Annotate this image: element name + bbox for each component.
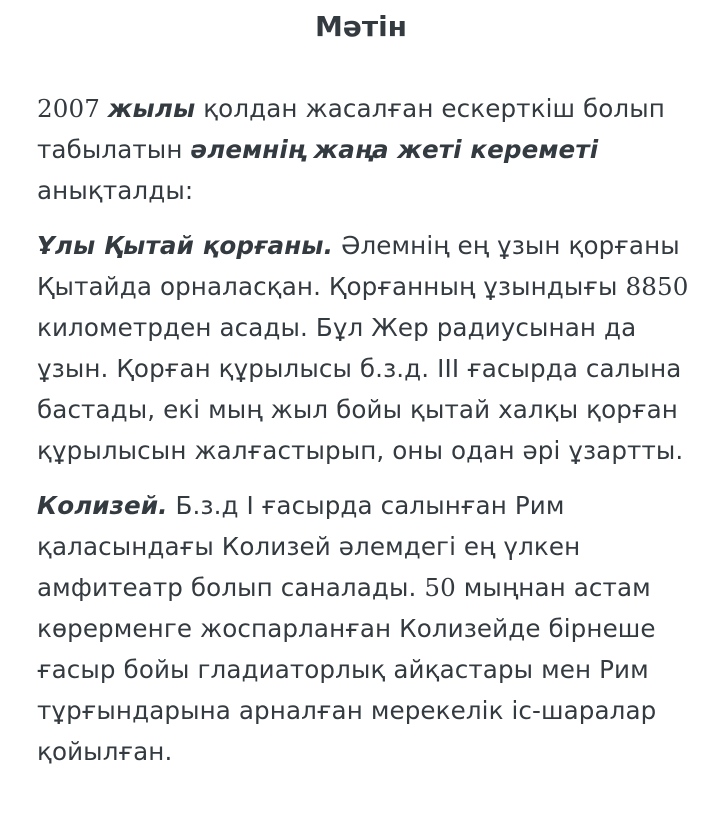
intro-paragraph <box>37 88 690 211</box>
space <box>100 94 108 123</box>
great-wall-heading: Ұлы Қытай қорғаны. <box>37 231 334 260</box>
page-title: Мәтін <box>314 10 408 43</box>
emphasis-seven-wonders: әлемнің жаңа жеті кереметі <box>190 135 599 164</box>
intro-text-1: қолдан жасалған ескерткіш болып табылатын <box>37 94 665 164</box>
great-wall-paragraph <box>37 225 690 471</box>
colosseum-capacity-number: 50 <box>424 573 456 602</box>
colosseum-text-2: мыңнан астам көрерменге жоспарланған Колизейде бірнеше ғасыр бойы гладиаторлық айқастары мен Рим тұрғындарына арналған мерекелік іс-шаралар қойылған. <box>37 573 657 766</box>
great-wall-length-number: 8850 <box>625 272 689 301</box>
great-wall-text-2: километрден асады. Бұл Жер радиусынан да ұзын. Қорған құрылысы б.з.д. III ғасырда салына бастады, екі мың жыл бойы қытай халқы қорған құрылысын жалғастырып, оны одан әрі ұзартты. <box>37 313 684 465</box>
colosseum-paragraph <box>37 485 690 772</box>
colosseum-heading: Колизей. <box>37 491 168 520</box>
great-wall-text-1: Әлемнің ең ұзын қорғаны Қытайда орналасқан. Қорғанның ұзындығы <box>37 231 680 301</box>
emphasis-year-word: жылы <box>107 94 196 123</box>
year-number: 2007 <box>37 94 100 123</box>
intro-text-2: анықталды: <box>37 176 194 205</box>
colosseum-text-1: Б.з.д І ғасырда салынған Рим қаласындағы Колизей әлемдегі ең үлкен амфитеатр болып саналады. <box>37 491 581 602</box>
